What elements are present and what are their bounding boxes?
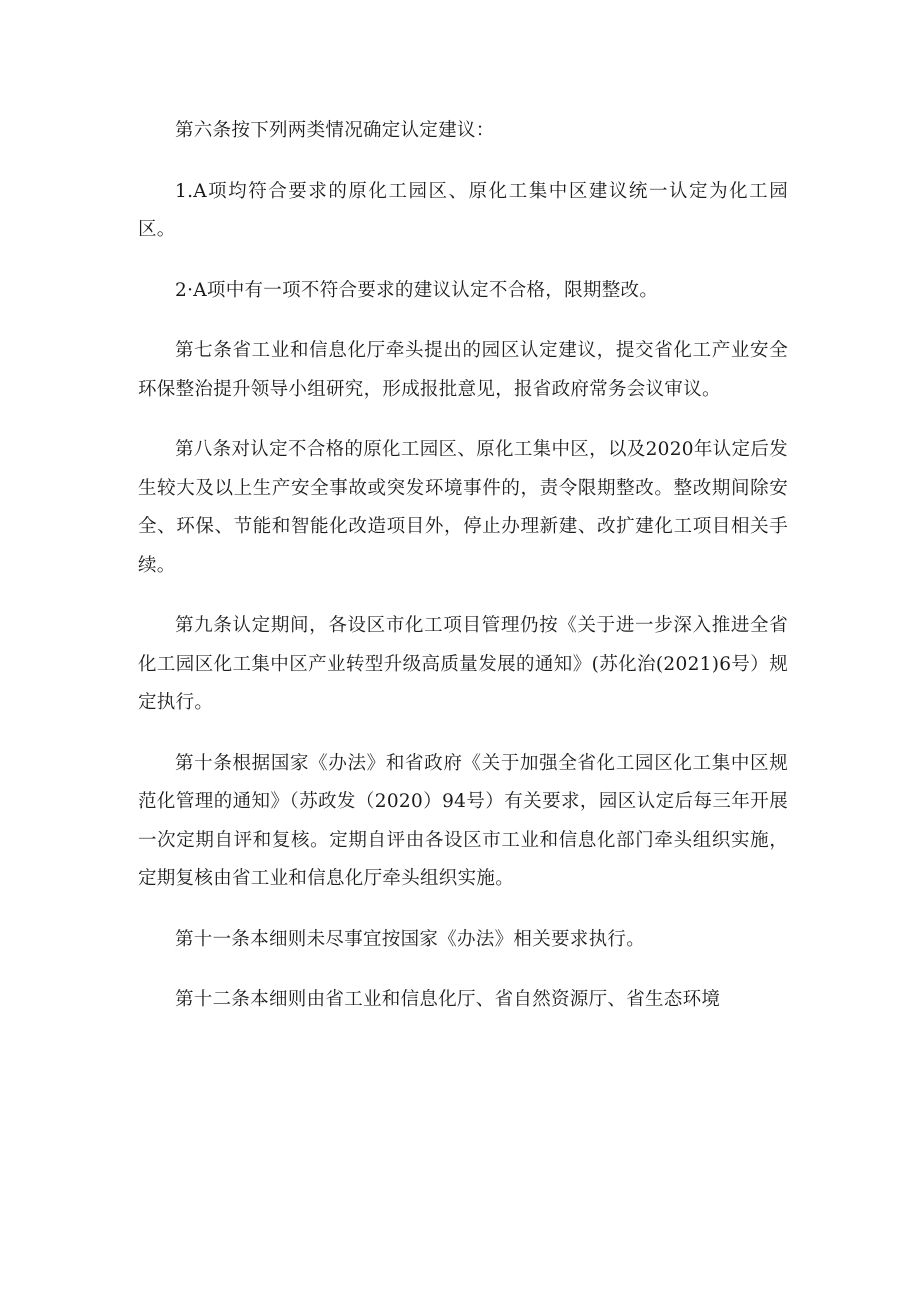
item-1-paragraph: 1.A项均符合要求的原化工园区、原化工集中区建议统一认定为化工园区。 [138, 180, 788, 240]
document-body [138, 112, 788, 1042]
article-6-paragraph: 第六条按下列两类情况确定认定建议： [175, 120, 495, 141]
article-12-paragraph: 第十二条本细则由省工业和信息化厅、省自然资源厅、省生态环境 [175, 989, 721, 1010]
article-8-paragraph: 第八条对认定不合格的原化工园区、原化工集中区，以及2020年认定后发生较大及以上生产安全事故或突发环境事件的，责令限期整改。整改期间除安全、环保、节能和智能化改造项目外，停止办理新建、改扩建化工项目相关手续。 [138, 439, 788, 576]
article-10-paragraph: 第十条根据国家《办法》和省政府《关于加强全省化工园区化工集中区规范化管理的通知》（苏政发（2020）94号）有关要求，园区认定后每三年开展一次定期自评和复核。定期自评由各设区市工业和信息化部门牵头组织实施，定期复核由省工业和信息化厅牵头组织实施。 [138, 752, 788, 889]
article-9-paragraph: 第九条认定期间，各设区市化工项目管理仍按《关于进一步深入推进全省化工园区化工集中区产业转型升级高质量发展的通知》(苏化治(2021)6号）规定执行。 [138, 615, 788, 713]
article-11-paragraph: 第十一条本细则未尽事宜按国家《办法》相关要求执行。 [175, 928, 646, 950]
item-2-paragraph: 2·A项中有一项不符合要求的建议认定不合格，限期整改。 [175, 279, 659, 301]
article-7-paragraph: 第七条省工业和信息化厅牵头提出的园区认定建议，提交省化工产业安全环保整治提升领导小组研究，形成报批意见，报省政府常务会议审议。 [138, 340, 788, 400]
